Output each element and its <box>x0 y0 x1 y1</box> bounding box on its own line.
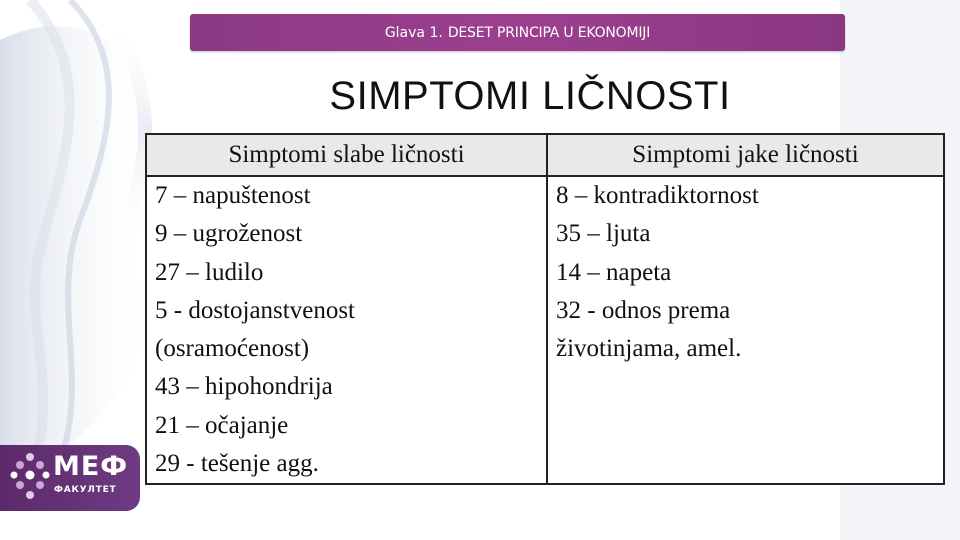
list-item: 8 – kontradiktornost <box>556 182 759 209</box>
list-item: 7 – napuštenost <box>155 182 311 209</box>
list-item: 9 – ugroženost <box>155 220 303 248</box>
list-item: 14 – napeta <box>556 258 672 286</box>
logo-wordmark: МЕФ <box>53 451 129 482</box>
weak-personality-cell <box>146 176 547 484</box>
strong-personality-cell <box>547 176 944 484</box>
list-item: 35 – ljuta <box>556 220 651 248</box>
table-row <box>146 176 944 484</box>
chapter-header-bar <box>190 14 845 51</box>
list-item: 29 - tešenje agg. <box>155 450 319 478</box>
list-item: 21 – očajanje <box>155 411 289 439</box>
list-item: 27 – ludilo <box>155 258 264 286</box>
mef-logo <box>0 445 140 511</box>
list-item: 43 – hipohondrija <box>155 373 333 401</box>
slide-title: SIMPTOMI LIČNOSTI <box>329 74 731 118</box>
weak-personality-header: Simptomi slabe ličnosti <box>146 134 547 176</box>
table-header-row <box>146 134 944 176</box>
list-item: životinjama, amel. <box>556 335 742 363</box>
list-item: 32 - odnos prema <box>556 296 731 324</box>
list-item: 5 - dostojanstvenost <box>155 296 355 324</box>
strong-personality-header: Simptomi jake ličnosti <box>547 134 944 176</box>
chapter-label: Glava 1. <box>384 24 443 41</box>
logo-subtitle: ФАКУЛТЕТ <box>54 485 117 495</box>
chapter-title: DESET PRINCIPA U EKONOMIJI <box>447 24 651 41</box>
list-item: (osramoćenost) <box>155 335 310 363</box>
logo-dots-icon <box>10 451 50 505</box>
symptoms-table <box>145 133 945 485</box>
